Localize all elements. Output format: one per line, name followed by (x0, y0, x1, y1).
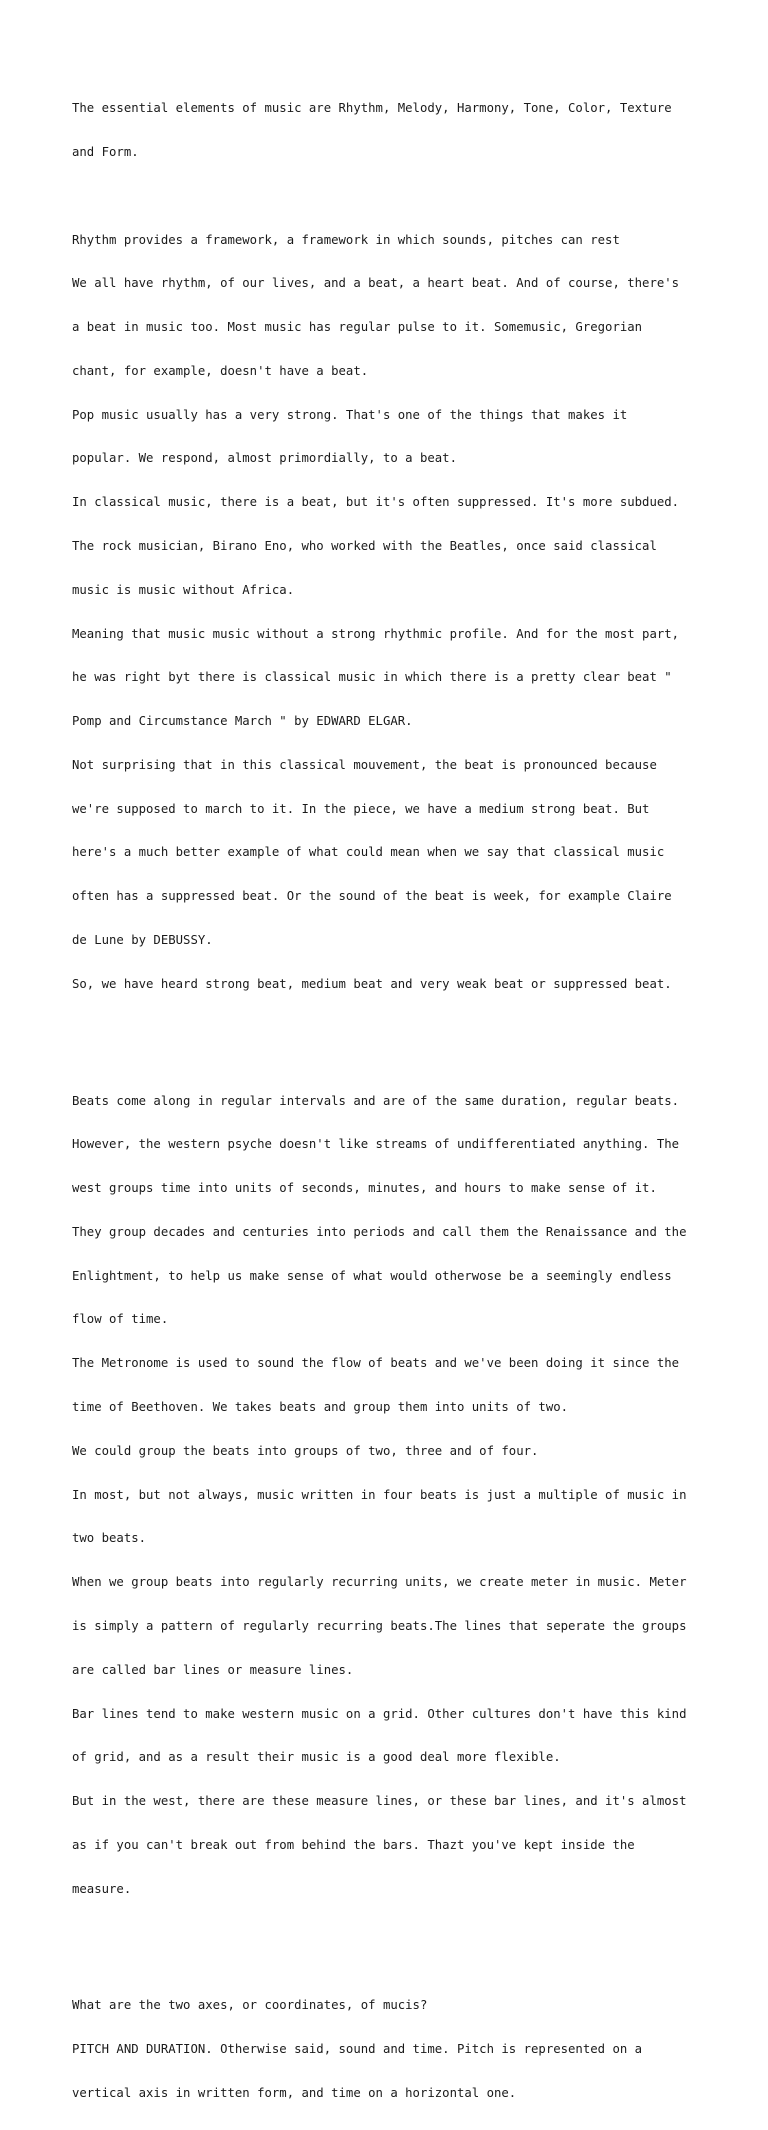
text-line: So, we have heard strong beat, medium beat and very weak beat or suppressed beat. (72, 976, 672, 991)
text-line: as if you can't break out from behind the bars. Thazt you've kept inside the (72, 1837, 635, 1852)
intro-paragraph (72, 72, 712, 189)
text-line: Pop music usually has a very strong. That's one of the things that makes it (72, 407, 628, 422)
text-line: flow of time. (72, 1312, 169, 1327)
text-line: Beats come along in regular intervals and are of the same duration, regular beats. (72, 1093, 680, 1108)
text-line: he was right byt there is classical music in which there is a pretty clear beat " (72, 670, 672, 685)
text-line: When we group beats into regularly recurring units, we create meter in music. Meter (72, 1575, 687, 1590)
text-line: vertical axis in written form, and time on a horizontal one. (72, 2085, 517, 2100)
text-line: chant, for example, doesn't have a beat. (72, 363, 369, 378)
text-line: a beat in music too. Most music has regular pulse to it. Somemusic, Gregorian (72, 320, 643, 335)
text-line: What are the two axes, or coordinates, of mucis? (72, 1998, 428, 2013)
text-line: and Form. (72, 144, 139, 159)
beats-paragraph (72, 1064, 712, 1925)
rhythm-paragraph (72, 203, 712, 1020)
text-line: Enlightment, to help us make sense of what would otherwose be a seemingly endless (72, 1268, 672, 1283)
text-line: Bar lines tend to make western music on a grid. Other cultures don't have this kind (72, 1706, 687, 1721)
document-page (72, 72, 712, 2130)
text-line: We could group the beats into groups of two, three and of four. (72, 1443, 539, 1458)
text-line: de Lune by DEBUSSY. (72, 933, 213, 948)
text-line: In most, but not always, music written in four beats is just a multiple of music in (72, 1487, 687, 1502)
text-line: often has a suppressed beat. Or the sound of the beat is week, for example Claire (72, 889, 672, 904)
text-line: However, the western psyche doesn't like streams of undifferentiated anything. The (72, 1137, 680, 1152)
text-line: Meaning that music music without a strong rhythmic profile. And for the most part, (72, 626, 680, 641)
text-line: Pomp and Circumstance March " by EDWARD ELGAR. (72, 714, 413, 729)
text-line: west groups time into units of seconds, minutes, and hours to make sense of it. (72, 1181, 657, 1196)
text-line: time of Beethoven. We takes beats and group them into units of two. (72, 1400, 569, 1415)
text-line: popular. We respond, almost primordially, to a beat. (72, 451, 457, 466)
text-line: here's a much better example of what could mean when we say that classical music (72, 845, 665, 860)
text-line: They group decades and centuries into periods and call them the Renaissance and the (72, 1224, 687, 1239)
text-line: is simply a pattern of regularly recurring beats.The lines that seperate the groups (72, 1618, 687, 1633)
text-line: measure. (72, 1881, 132, 1896)
text-line: PITCH AND DURATION. Otherwise said, sound and time. Pitch is represented on a (72, 2042, 643, 2057)
text-line: The essential elements of music are Rhythm, Melody, Harmony, Tone, Color, Texture (72, 101, 672, 116)
text-line: The Metronome is used to sound the flow of beats and we've been doing it since the (72, 1356, 680, 1371)
text-line: music is music without Africa. (72, 582, 295, 597)
text-line: we're supposed to march to it. In the piece, we have a medium strong beat. But (72, 801, 650, 816)
text-line: The rock musician, Birano Eno, who worked with the Beatles, once said classical (72, 539, 657, 553)
text-line: In classical music, there is a beat, but it's often suppressed. It's more subdued. (72, 495, 680, 510)
text-line: We all have rhythm, of our lives, and a beat, a heart beat. And of course, there's (72, 276, 680, 291)
text-line: are called bar lines or measure lines. (72, 1662, 354, 1677)
text-line: Not surprising that in this classical mouvement, the beat is pronounced because (72, 757, 657, 772)
text-line: of grid, and as a result their music is a good deal more flexible. (72, 1750, 561, 1765)
text-line: two beats. (72, 1531, 147, 1546)
text-line: But in the west, there are these measure lines, or these bar lines, and it's almost (72, 1794, 687, 1809)
axes-paragraph (72, 1969, 712, 2130)
text-line: Rhythm provides a framework, a framework in which sounds, pitches can rest (72, 232, 620, 247)
